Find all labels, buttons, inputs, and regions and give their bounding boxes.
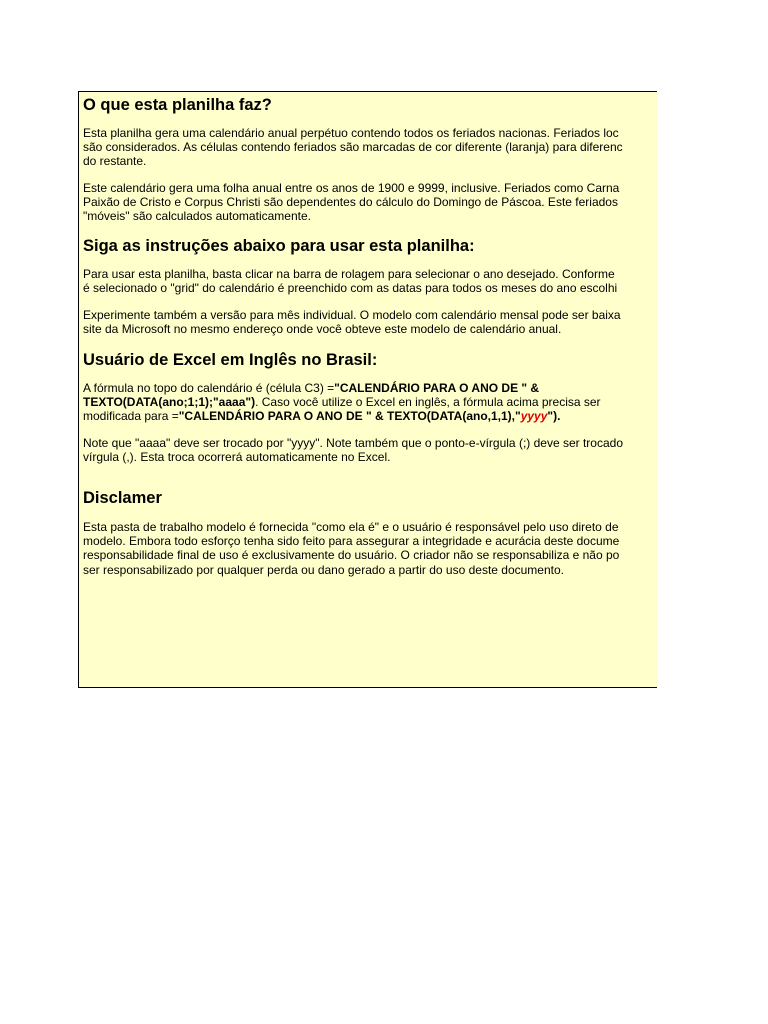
heading-what-it-does: O que esta planilha faz? [83,96,272,114]
text-line: Para usar esta planilha, basta clicar na barra de rolagem para selecionar o ano desejado. Conforme [83,267,615,281]
paragraph-instructions-1 [83,267,617,295]
text-line: são considerados. As células contendo feriados são marcadas de cor diferente (laranja) para diferenc [83,140,623,155]
text-line: Note que "aaaa" deve ser trocado por "yyyy". Note também que o ponto-e-vírgula (;) deve ser trocado [83,436,623,450]
text-line: Este calendário gera uma folha anual entre os anos de 1900 e 9999, inclusive. Feriados como Carna [83,181,620,195]
text-line [83,395,601,409]
text-line: do restante. [83,154,147,169]
text-line [83,409,601,423]
formula-en-yyyy: yyyy [520,409,548,424]
paragraph-excel-note [83,436,623,464]
text-line: é selecionado o "grid" do calendário é preenchido com as datas para todos os meses do ano escolhi [83,281,618,296]
formula-pt-part-1: "CALENDÁRIO PARA O ANO DE " & [334,381,540,395]
formula-explanation-text: . Caso você utilize o Excel en inglês, a fórmula acima precisa ser [255,395,601,410]
paragraph-disclaimer [83,520,619,577]
heading-disclaimer: Disclamer [83,489,162,507]
formula-en-part-2: "). [547,409,561,424]
text-line [83,381,601,395]
text-line: Esta planilha gera uma calendário anual perpétuo contendo todos os feriados nacionas. Feriados loc [83,126,619,140]
formula-pt-part-2: TEXTO(DATA(ano;1;1);"aaaa") [83,395,256,410]
text-line: Paixão de Cristo e Corpus Christi são dependentes do cálculo do Domingo de Páscoa. Este feriados [83,195,618,210]
text-line: Experimente também a versão para mês individual. O modelo com calendário mensal pode ser baixa [83,308,621,322]
page-margin [657,80,768,700]
paragraph-what-2 [83,181,619,224]
text-line: Esta pasta de trabalho modelo é fornecida "como ela é" e o usuário é responsável pelo uso direto de [83,520,619,534]
formula-en-part-1: "CALENDÁRIO PARA O ANO DE " & TEXTO(DATA(ano,1,1)," [178,409,521,424]
text-line: "móveis" são calculados automaticamente. [83,209,311,224]
text-line: site da Microsoft no mesmo endereço onde você obteve este modelo de calendário anual. [83,322,562,337]
heading-instructions: Siga as instruções abaixo para usar esta planilha: [83,237,475,255]
heading-excel-english: Usuário de Excel em Inglês no Brasil: [83,351,378,369]
text-line: vírgula (,). Esta troca ocorrerá automaticamente no Excel. [83,450,391,465]
paragraph-instructions-2 [83,308,621,336]
text-line: ser responsabilizado por qualquer perda ou dano gerado a partir do uso deste documento. [83,562,564,577]
formula-modified-text: modificada para = [83,409,179,424]
paragraph-what-1 [83,126,623,169]
formula-intro-text: A fórmula no topo do calendário é (célula C3) = [83,381,335,395]
text-line: modelo. Embora todo esforço tenha sido feito para assegurar a integridade e acurácia deste docume [83,534,620,549]
text-line: responsabilidade final de uso é exclusivamente do usuário. O criador não se responsabiliza e não po [83,548,620,563]
instructions-panel [78,91,670,688]
paragraph-excel-formula [83,381,601,424]
